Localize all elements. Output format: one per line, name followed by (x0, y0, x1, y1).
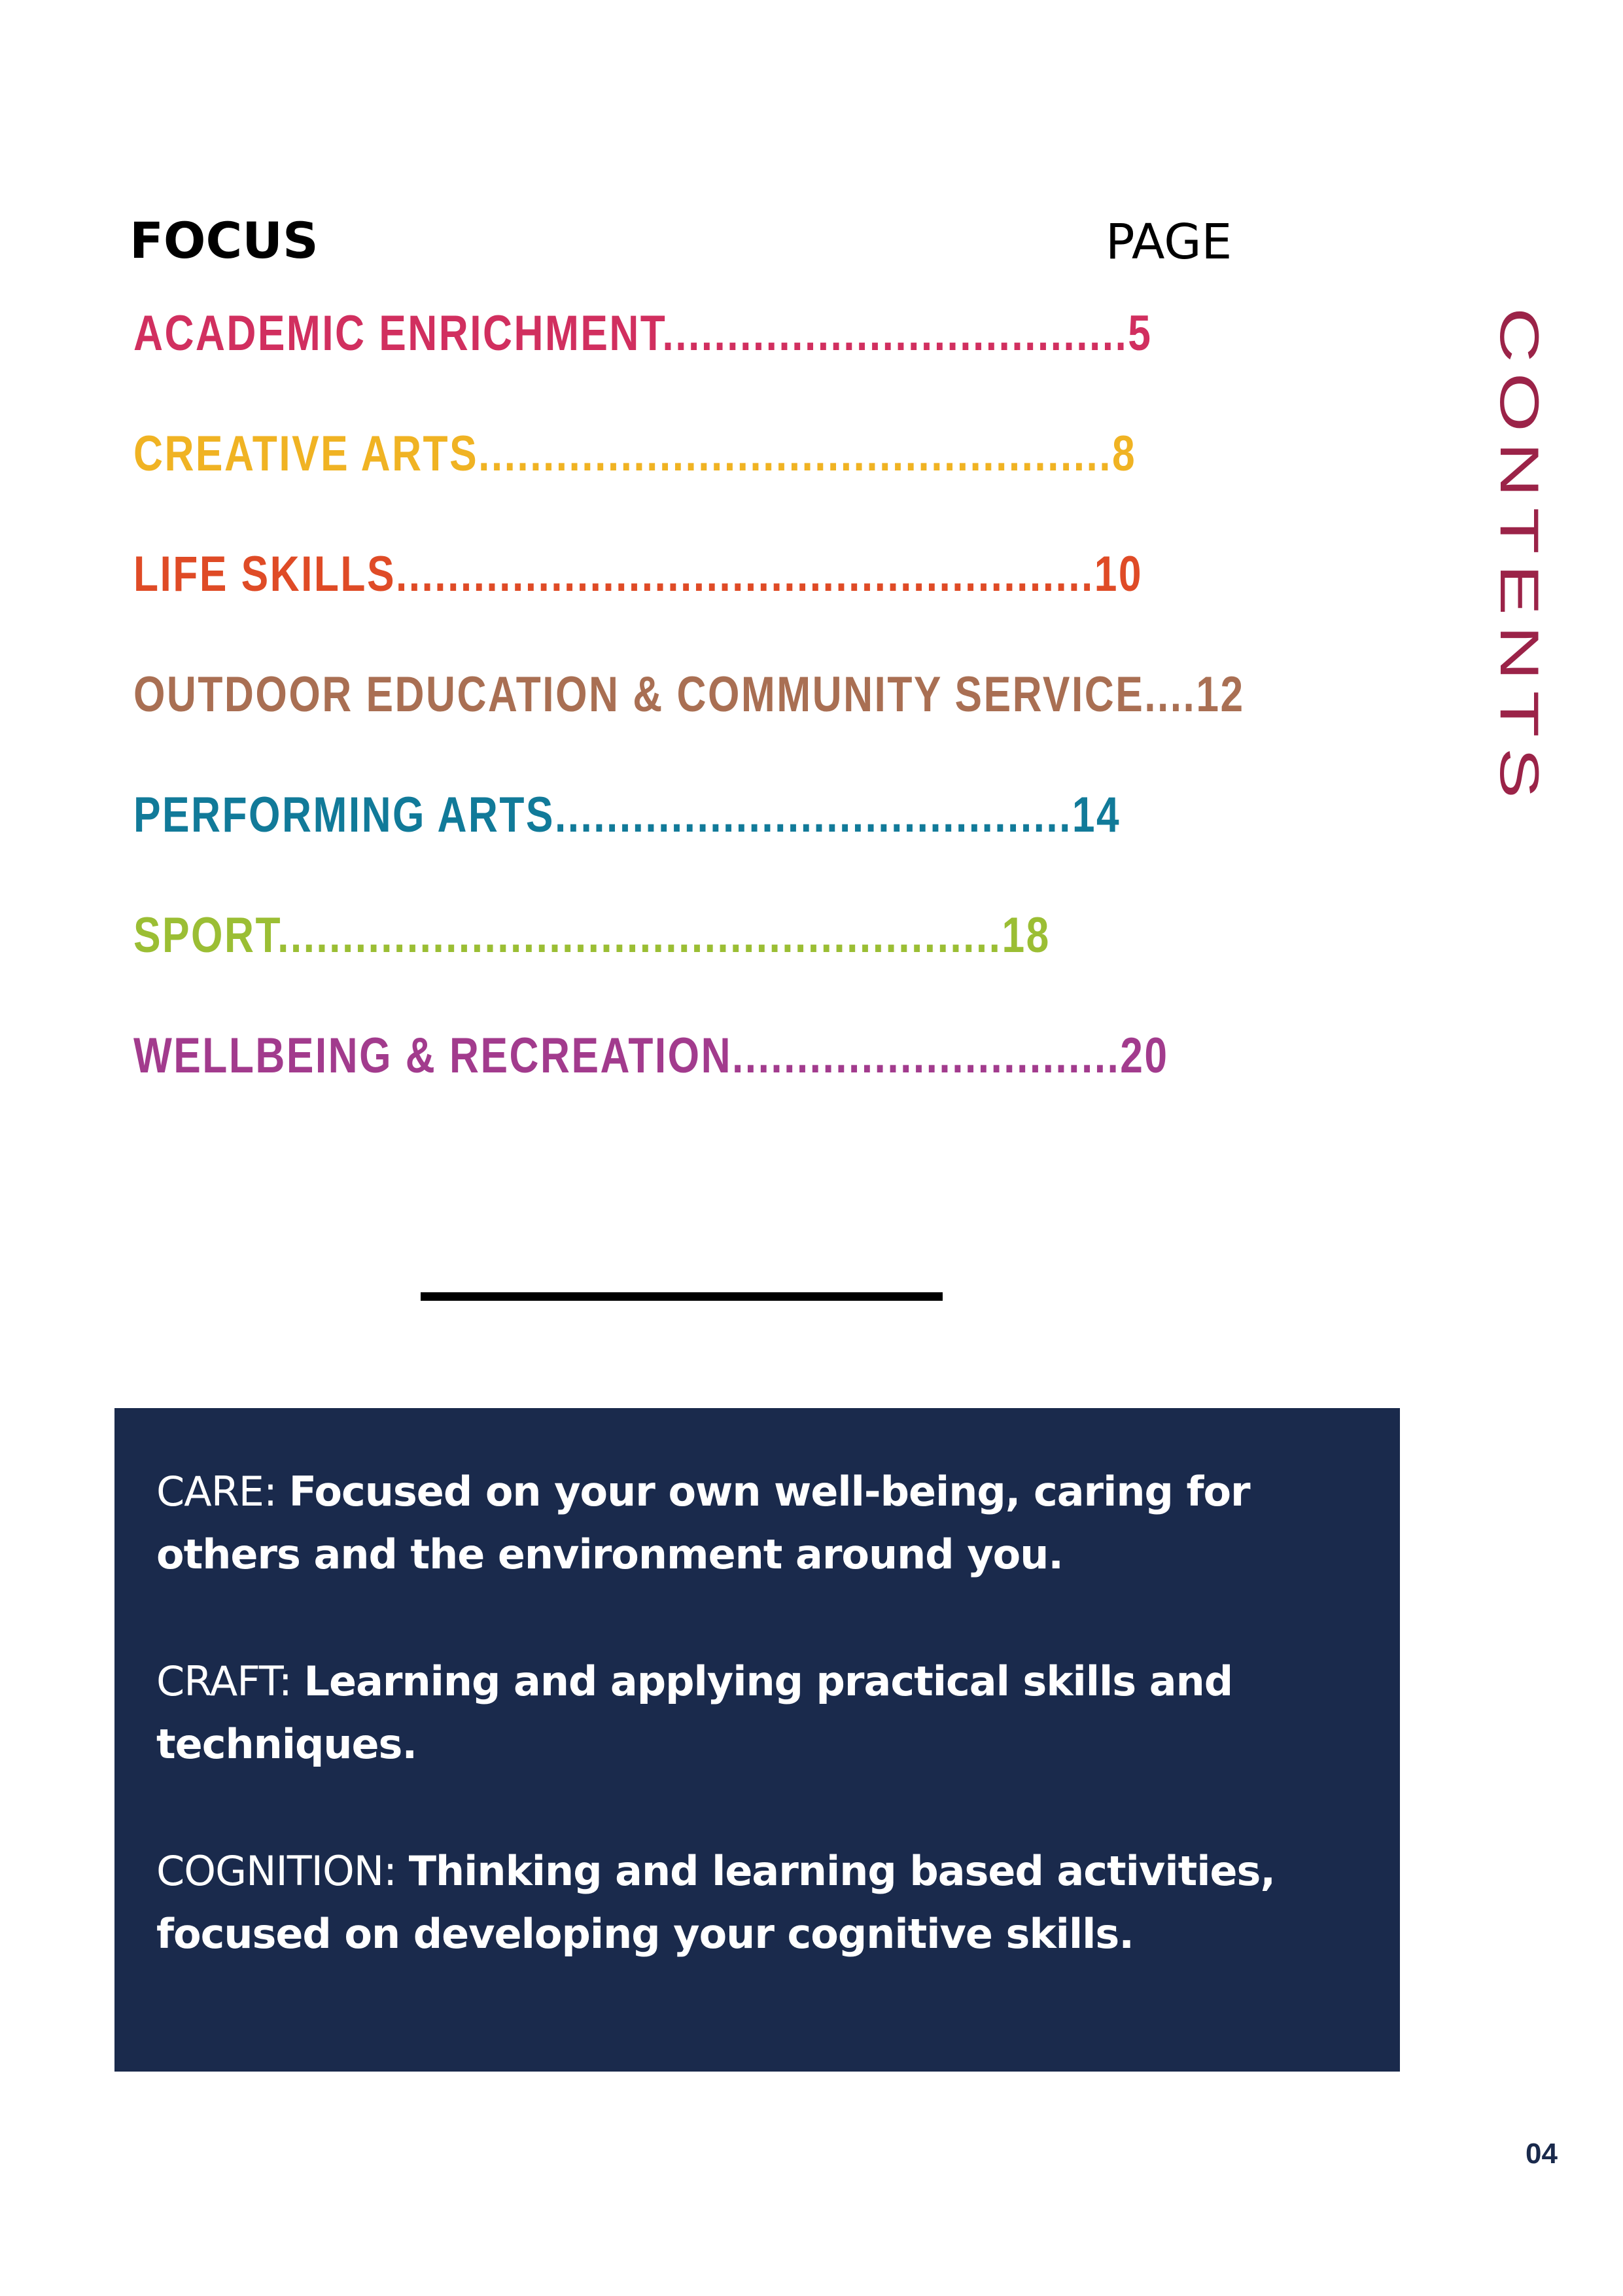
toc-entry-performing-arts[interactable]: PERFORMING ARTS........................................14 (133, 787, 1121, 843)
info-care-text: Focused on your own well-being, caring for others and the environment around you. (156, 1468, 1250, 1578)
info-craft (156, 1650, 1361, 1776)
toc-entry-outdoor-education[interactable]: OUTDOOR EDUCATION & COMMUNITY SERVICE....12 (133, 667, 1245, 722)
page-number: 04 (1526, 2138, 1558, 2170)
page-heading: PAGE (1106, 214, 1232, 270)
info-cognition-text: Thinking and learning based activities, focused on developing your cognitive skills. (156, 1847, 1275, 1958)
info-box (114, 1408, 1400, 2072)
info-care-label: CARE: (156, 1468, 277, 1515)
toc-entry-creative-arts[interactable]: CREATIVE ARTS.................................................8 (133, 426, 1137, 482)
info-craft-label: CRAFT: (156, 1657, 292, 1705)
toc-entry-life-skills[interactable]: LIFE SKILLS......................................................10 (133, 546, 1143, 602)
info-cognition-label: COGNITION: (156, 1847, 397, 1895)
contents-side-title: CONTENTS (1489, 308, 1550, 809)
info-cognition (156, 1840, 1361, 1966)
toc-entry-academic-enrichment[interactable]: ACADEMIC ENRICHMENT....................................5 (133, 306, 1153, 361)
toc-entry-wellbeing-recreation[interactable]: WELLBEING & RECREATION..............................20 (133, 1028, 1169, 1084)
info-care (156, 1460, 1361, 1586)
divider-line (421, 1292, 943, 1301)
toc-entry-sport[interactable]: SPORT........................................................18 (133, 908, 1051, 963)
focus-heading: FOCUS (130, 211, 319, 270)
info-craft-text: Learning and applying practical skills and techniques. (156, 1657, 1233, 1768)
